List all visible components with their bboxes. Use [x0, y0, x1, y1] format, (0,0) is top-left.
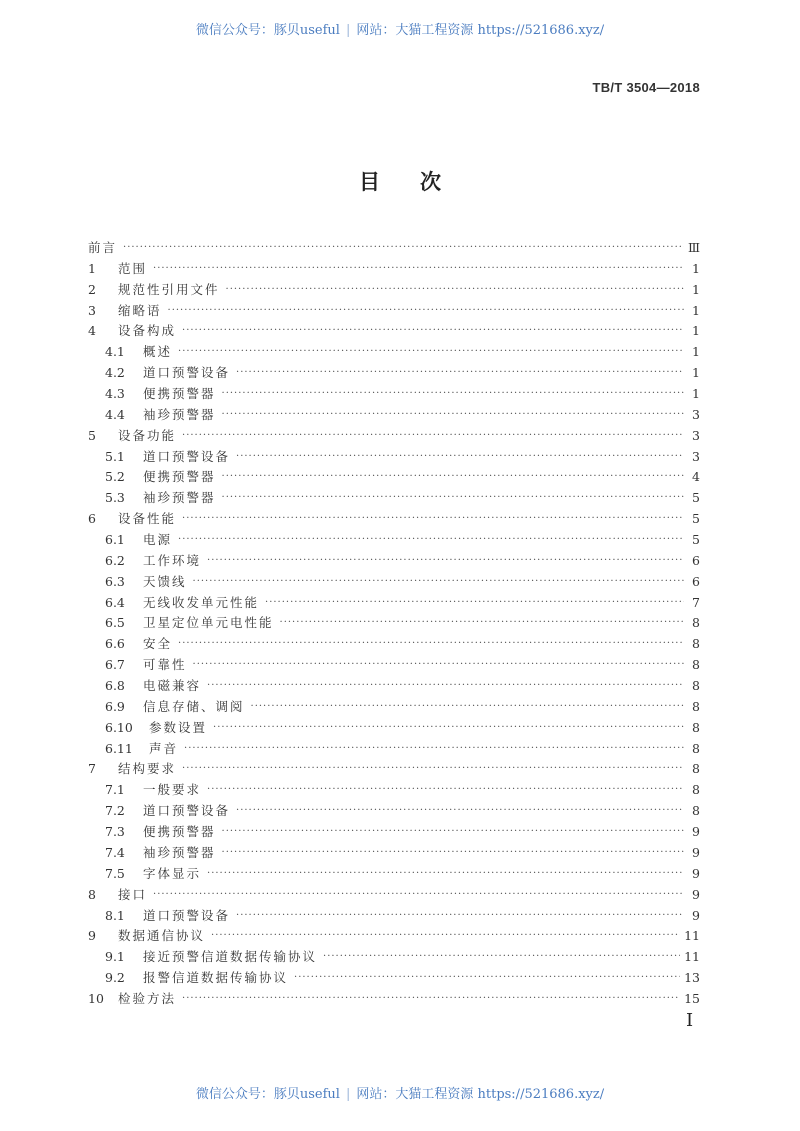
toc-entry-number: 9 [88, 928, 96, 944]
toc-entry[interactable] [88, 947, 700, 968]
toc-entry-title: 声音 [149, 740, 179, 756]
watermark-website: 网站：大猫工程资源 https://521686.xyz/ [356, 23, 605, 38]
toc-entry[interactable] [88, 467, 700, 488]
toc-leader-dots [168, 301, 684, 322]
toc-entry-number: 6.5 [105, 615, 125, 631]
toc-entry-page: 1 [692, 281, 700, 297]
toc-entry-page: 9 [692, 907, 700, 923]
toc-entry-page: 8 [692, 782, 700, 798]
toc-leader-dots [123, 238, 684, 259]
toc-entry-number: 6.7 [105, 657, 125, 673]
toc-entry-number: 9.2 [105, 970, 125, 986]
toc-entry-title: 卫星定位单元电性能 [143, 615, 274, 631]
toc-leader-dots [236, 801, 684, 822]
toc-entry-number: 5.2 [105, 469, 125, 485]
toc-leader-dots [182, 426, 684, 447]
toc-entry[interactable] [88, 342, 700, 363]
toc-leader-dots [193, 572, 684, 593]
toc-entry[interactable] [88, 447, 700, 468]
toc-leader-dots [207, 864, 684, 885]
toc-leader-dots [178, 530, 684, 551]
toc-entry[interactable] [88, 926, 700, 947]
toc-entry-number: 3 [88, 302, 96, 318]
toc-entry[interactable] [88, 509, 700, 530]
toc-entry-title: 参数设置 [149, 719, 208, 735]
toc-entry-title: 道口预警设备 [143, 803, 231, 819]
toc-entry-number: 6.4 [105, 594, 125, 610]
toc-entry-title: 天馈线 [143, 573, 187, 589]
watermark-separator: | [345, 23, 351, 38]
toc-leader-dots [182, 509, 684, 530]
toc-entry[interactable] [88, 238, 700, 259]
toc-entry[interactable] [88, 426, 700, 447]
toc-leader-dots [222, 822, 684, 843]
watermark-header [0, 19, 800, 38]
watermark-account: 微信公众号：豚贝useful [195, 23, 340, 38]
toc-entry-title: 接口 [118, 886, 148, 902]
toc-entry-title: 袖珍预警器 [143, 406, 216, 422]
toc-entry-number: 7.1 [105, 782, 125, 798]
page-folio: I [686, 1010, 694, 1031]
toc-entry-number: 6.10 [105, 719, 133, 735]
toc-leader-dots [182, 321, 684, 342]
toc-entry-page: 3 [692, 406, 700, 422]
watermark-website: 网站：大猫工程资源 https://521686.xyz/ [356, 1087, 605, 1102]
toc-entry-page: 6 [692, 552, 700, 568]
toc-entry[interactable] [88, 259, 700, 280]
toc-entry-title: 电源 [143, 532, 173, 548]
toc-entry[interactable] [88, 759, 700, 780]
toc-entry-page: 9 [692, 865, 700, 881]
toc-entry-number: 10 [88, 990, 104, 1006]
toc-entry-title: 缩略语 [118, 302, 162, 318]
toc-entry-title: 设备功能 [118, 427, 177, 443]
toc-entry[interactable] [88, 530, 700, 551]
toc-entry-page: 3 [692, 448, 700, 464]
toc-leader-dots [207, 551, 684, 572]
toc-entry[interactable] [88, 906, 700, 927]
toc-leader-dots [226, 280, 684, 301]
toc-entry[interactable] [88, 843, 700, 864]
toc-entry-number: 6.6 [105, 636, 125, 652]
toc-entry-title: 信息存储、调阅 [143, 698, 245, 714]
toc-entry-page: 5 [692, 532, 700, 548]
toc-entry-title: 袖珍预警器 [143, 844, 216, 860]
toc-entry-title: 便携预警器 [143, 824, 216, 840]
toc-entry-number: 5 [88, 427, 96, 443]
toc-entry-number: 6.2 [105, 552, 125, 568]
toc-entry-title: 道口预警设备 [143, 907, 231, 923]
toc-leader-dots [236, 447, 684, 468]
toc-entry-title: 安全 [143, 636, 173, 652]
toc-leader-dots [182, 759, 684, 780]
toc-entry-title: 电磁兼容 [143, 678, 202, 694]
toc-entry[interactable] [88, 864, 700, 885]
toc-entry-number: 6.1 [105, 532, 125, 548]
toc-entry[interactable] [88, 613, 700, 634]
toc-entry-number: 4.1 [105, 344, 125, 360]
toc-entry-title: 数据通信协议 [118, 928, 206, 944]
toc-entry[interactable] [88, 488, 700, 509]
toc-entry-page: 8 [692, 761, 700, 777]
toc-entry-title: 设备构成 [118, 323, 177, 339]
toc-leader-dots [211, 926, 680, 947]
watermark-footer [0, 1083, 800, 1102]
toc-entry-page: 8 [692, 615, 700, 631]
toc-entry[interactable] [88, 801, 700, 822]
toc-entry-number: 1 [88, 260, 96, 276]
toc-entry-title: 道口预警设备 [143, 448, 231, 464]
toc-entry-page: 1 [692, 302, 700, 318]
toc-entry-page: 13 [684, 970, 700, 986]
page-title: 目次 [359, 169, 481, 194]
toc-entry-title: 袖珍预警器 [143, 490, 216, 506]
toc-entry-page: 9 [692, 844, 700, 860]
toc-entry-title: 范围 [118, 260, 148, 276]
toc-entry-number: 8 [88, 886, 96, 902]
toc-entry[interactable] [88, 655, 700, 676]
toc-leader-dots [153, 259, 684, 280]
toc-entry-page: 1 [692, 365, 700, 381]
toc-entry-title: 概述 [143, 344, 173, 360]
toc-entry-number: 7.3 [105, 824, 125, 840]
toc-entry-title: 规范性引用文件 [118, 281, 220, 297]
toc-entry-page: 11 [684, 949, 700, 965]
toc-entry-page: 8 [692, 636, 700, 652]
toc-entry-page: 9 [692, 824, 700, 840]
toc-leader-dots [236, 906, 684, 927]
toc-entry-title: 便携预警器 [143, 386, 216, 402]
toc-entry[interactable] [88, 363, 700, 384]
toc-leader-dots [178, 634, 684, 655]
toc-entry-page: 5 [692, 490, 700, 506]
toc-entry-title: 接近预警信道数据传输协议 [143, 949, 318, 965]
table-of-contents [88, 238, 700, 1010]
toc-entry-page: 7 [692, 594, 700, 610]
toc-entry-number: 6 [88, 511, 96, 527]
toc-entry-title: 报警信道数据传输协议 [143, 970, 289, 986]
toc-entry-number: 7.4 [105, 844, 125, 860]
toc-entry[interactable] [88, 384, 700, 405]
toc-entry-title: 字体显示 [143, 865, 202, 881]
toc-entry-number: 6.8 [105, 678, 125, 694]
toc-entry[interactable] [88, 405, 700, 426]
toc-entry[interactable] [88, 593, 700, 614]
toc-entry-number: 6.9 [105, 698, 125, 714]
toc-entry-page: 4 [692, 469, 700, 485]
toc-entry-page: 15 [684, 990, 700, 1006]
toc-entry[interactable] [88, 280, 700, 301]
toc-entry[interactable] [88, 989, 700, 1010]
toc-entry[interactable] [88, 885, 700, 906]
toc-entry-page: 1 [692, 260, 700, 276]
toc-entry-page: 6 [692, 573, 700, 589]
toc-leader-dots [280, 613, 684, 634]
toc-entry[interactable] [88, 321, 700, 342]
toc-entry-number: 6.11 [105, 740, 133, 756]
toc-leader-dots [294, 968, 680, 989]
toc-leader-dots [153, 885, 684, 906]
toc-entry-number: 4.3 [105, 386, 125, 402]
toc-entry[interactable] [88, 739, 700, 760]
toc-entry-number: 6.3 [105, 573, 125, 589]
toc-entry-number: 4.4 [105, 406, 125, 422]
toc-entry-number: 4 [88, 323, 96, 339]
toc-leader-dots [222, 488, 684, 509]
watermark-separator: | [345, 1087, 351, 1102]
toc-entry-number: 7.5 [105, 865, 125, 881]
toc-leader-dots [323, 947, 680, 968]
toc-leader-dots [265, 593, 684, 614]
toc-entry[interactable] [88, 697, 700, 718]
toc-entry-title: 无线收发单元性能 [143, 594, 260, 610]
toc-entry[interactable] [88, 968, 700, 989]
toc-entry[interactable] [88, 718, 700, 739]
toc-entry-title: 设备性能 [118, 511, 177, 527]
toc-leader-dots [193, 655, 684, 676]
toc-entry-page: Ⅲ [687, 240, 700, 255]
toc-entry[interactable] [88, 551, 700, 572]
toc-leader-dots [222, 384, 684, 405]
toc-leader-dots [251, 697, 684, 718]
toc-leader-dots [207, 780, 684, 801]
toc-entry-number: 5.3 [105, 490, 125, 506]
toc-entry-page: 9 [692, 886, 700, 902]
toc-leader-dots [207, 676, 684, 697]
toc-entry-page: 8 [692, 678, 700, 694]
toc-entry-title: 可靠性 [143, 657, 187, 673]
toc-entry-page: 1 [692, 323, 700, 339]
toc-entry-page: 5 [692, 511, 700, 527]
toc-entry-page: 8 [692, 803, 700, 819]
toc-leader-dots [182, 989, 680, 1010]
toc-entry-title: 结构要求 [118, 761, 177, 777]
toc-entry-number: 5.1 [105, 448, 125, 464]
toc-entry-number: 9.1 [105, 949, 125, 965]
toc-entry-page: 11 [684, 928, 700, 944]
toc-entry[interactable] [88, 572, 700, 593]
toc-entry-number: 7 [88, 761, 96, 777]
toc-entry[interactable] [88, 676, 700, 697]
toc-entry-page: 1 [692, 344, 700, 360]
toc-entry[interactable] [88, 634, 700, 655]
toc-entry-title: 便携预警器 [143, 469, 216, 485]
watermark-account: 微信公众号：豚贝useful [195, 1087, 340, 1102]
toc-entry-title: 前言 [88, 240, 118, 255]
toc-entry-number: 4.2 [105, 365, 125, 381]
toc-entry-title: 检验方法 [118, 990, 177, 1006]
toc-entry-number: 8.1 [105, 907, 125, 923]
toc-leader-dots [222, 843, 684, 864]
toc-entry-number: 7.2 [105, 803, 125, 819]
toc-entry-title: 工作环境 [143, 552, 202, 568]
toc-entry-title: 一般要求 [143, 782, 202, 798]
toc-entry-page: 8 [692, 719, 700, 735]
toc-leader-dots [236, 363, 684, 384]
toc-entry-page: 8 [692, 657, 700, 673]
toc-entry[interactable] [88, 822, 700, 843]
toc-entry[interactable] [88, 301, 700, 322]
toc-leader-dots [213, 718, 684, 739]
toc-leader-dots [178, 342, 684, 363]
toc-entry-page: 8 [692, 698, 700, 714]
toc-entry-title: 道口预警设备 [143, 365, 231, 381]
toc-entry[interactable] [88, 780, 700, 801]
toc-leader-dots [222, 467, 684, 488]
toc-leader-dots [184, 739, 684, 760]
toc-entry-number: 2 [88, 281, 96, 297]
toc-entry-page: 3 [692, 427, 700, 443]
toc-entry-page: 1 [692, 386, 700, 402]
toc-entry-page: 8 [692, 740, 700, 756]
toc-leader-dots [222, 405, 684, 426]
standard-number: TB/T 3504—2018 [592, 80, 700, 95]
